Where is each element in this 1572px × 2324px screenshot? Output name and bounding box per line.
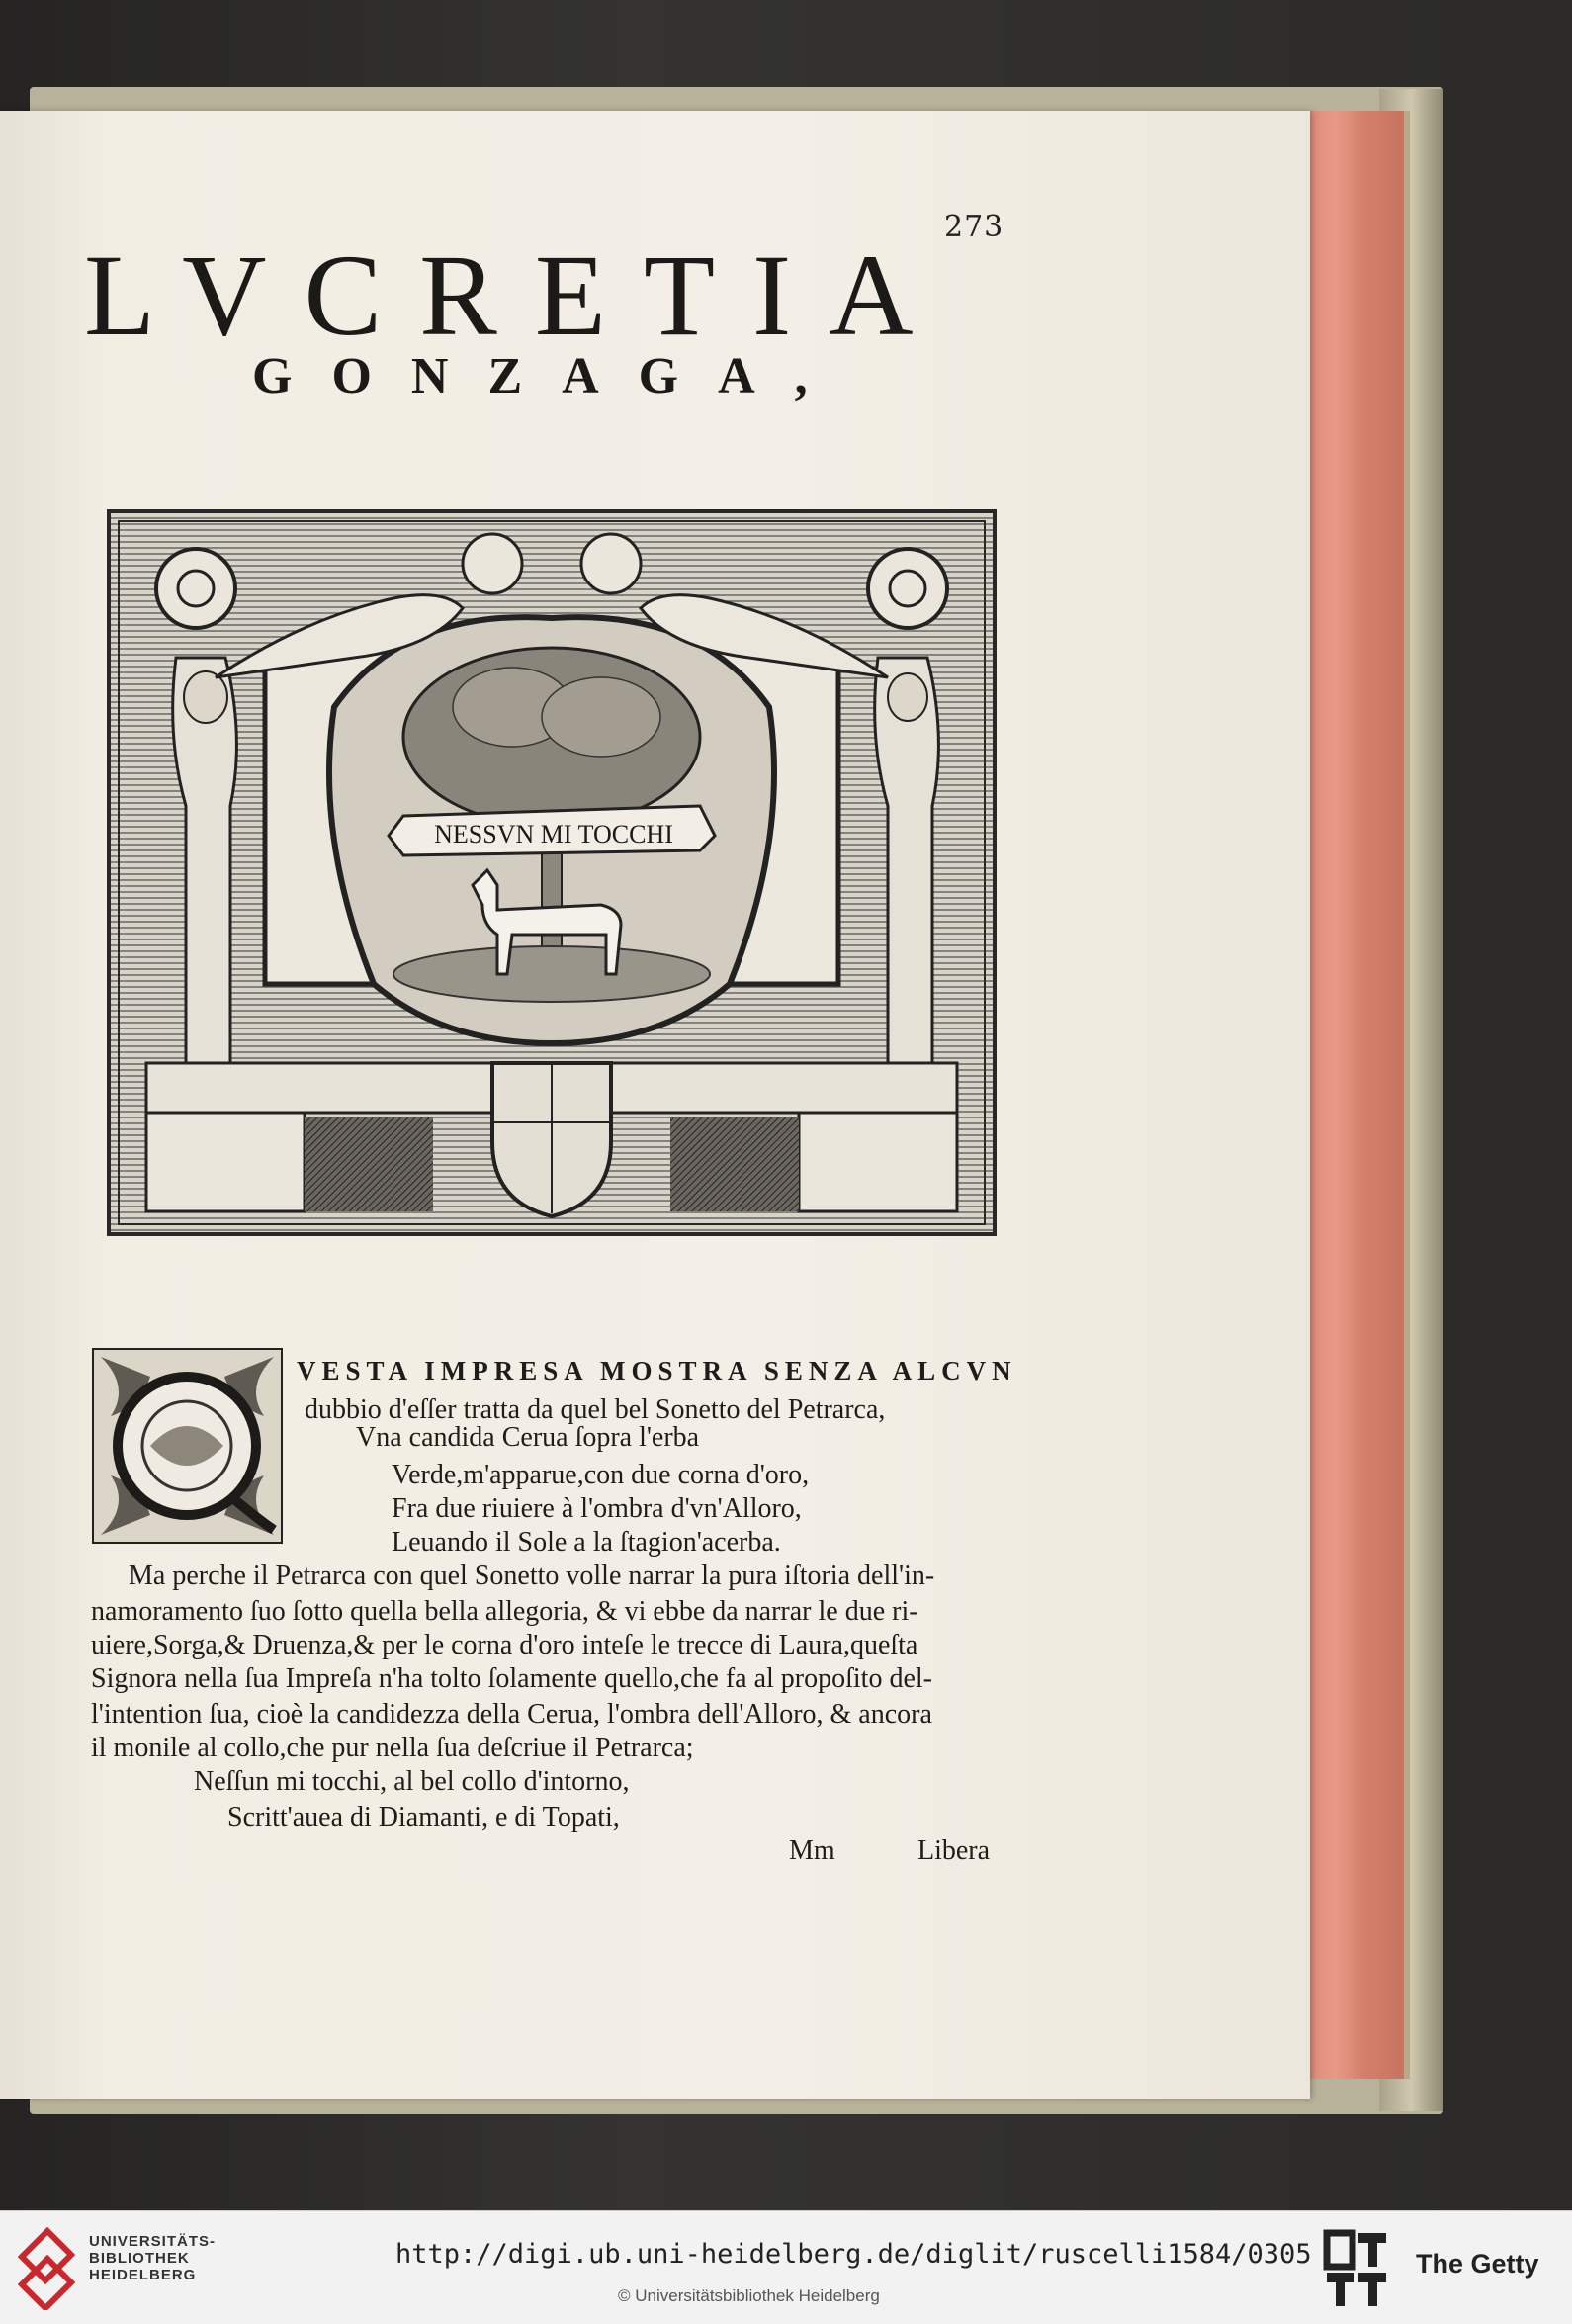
opening-line: VESTA IMPRESA MOSTRA SENZA ALCVN <box>297 1356 1017 1385</box>
text-line: l'intention ſua, cioè la candidezza della Cerua, l'ombra dell'Alloro, & ancora <box>91 1699 932 1730</box>
text-line: uiere,Sorga,& Druenza,& per le corna d'oro inteſe le trecce di Laura,queſta <box>91 1630 918 1660</box>
getty-logo-icon[interactable] <box>1323 2229 1390 2310</box>
page-number: 273 <box>944 210 1004 244</box>
signature-mark: Mm <box>789 1835 835 1866</box>
verse-line: Leuando il Sole a la ſtagion'acerba. <box>392 1527 781 1558</box>
permalink-url[interactable]: http://digi.ub.uni-heidelberg.de/diglit/ruscelli1584/0305 <box>395 2239 1312 2270</box>
motto-banner: NESSVN MI TOCCHI <box>434 820 673 849</box>
verse-line: Fra due riuiere à l'ombra d'vn'Alloro, <box>392 1493 802 1524</box>
catchword: Libera <box>917 1835 991 1866</box>
viewer-footer <box>0 2210 1572 2324</box>
library-name: UNIVERSITÄTS- BIBLIOTHEK HEIDELBERG <box>89 2233 217 2283</box>
text-line: Signora nella ſua Impreſa n'ha tolto ſolamente quello,che fa al propoſito del- <box>91 1663 932 1694</box>
getty-name: The Getty <box>1416 2249 1539 2279</box>
text-line: Ma perche il Petrarca con quel Sonetto volle narrar la pura iſtoria dell'in- <box>129 1561 935 1591</box>
title-line-2: GONZAGA, <box>252 348 847 404</box>
copyright-notice: © Universitätsbibliothek Heidelberg <box>618 2286 880 2305</box>
verse-line: Scritt'auea di Diamanti, e di Topati, <box>227 1802 620 1832</box>
verse-line: Verde,m'apparue,con due corna d'oro, <box>392 1460 810 1490</box>
impresa-engraving <box>107 509 997 1236</box>
verse-line: Vna candida Cerua ſopra l'erba <box>356 1422 700 1453</box>
title-line-1: LVCRETIA <box>84 230 951 360</box>
decorated-initial-q <box>91 1347 284 1545</box>
text-line: namoramento ſuo ſotto quella bella allegoria, & vi ebbe da narrar le due ri- <box>91 1596 918 1627</box>
text-line: il monile al collo,che pur nella ſua deſcriue il Petrarca; <box>91 1733 694 1763</box>
text-line: dubbio d'eſſer tratta da quel bel Sonetto del Petrarca, <box>305 1394 886 1425</box>
ub-heidelberg-logo-icon[interactable] <box>18 2227 75 2310</box>
verse-line: Neſſun mi tocchi, al bel collo d'intorno, <box>194 1766 630 1797</box>
page-edges <box>1305 111 1410 2079</box>
